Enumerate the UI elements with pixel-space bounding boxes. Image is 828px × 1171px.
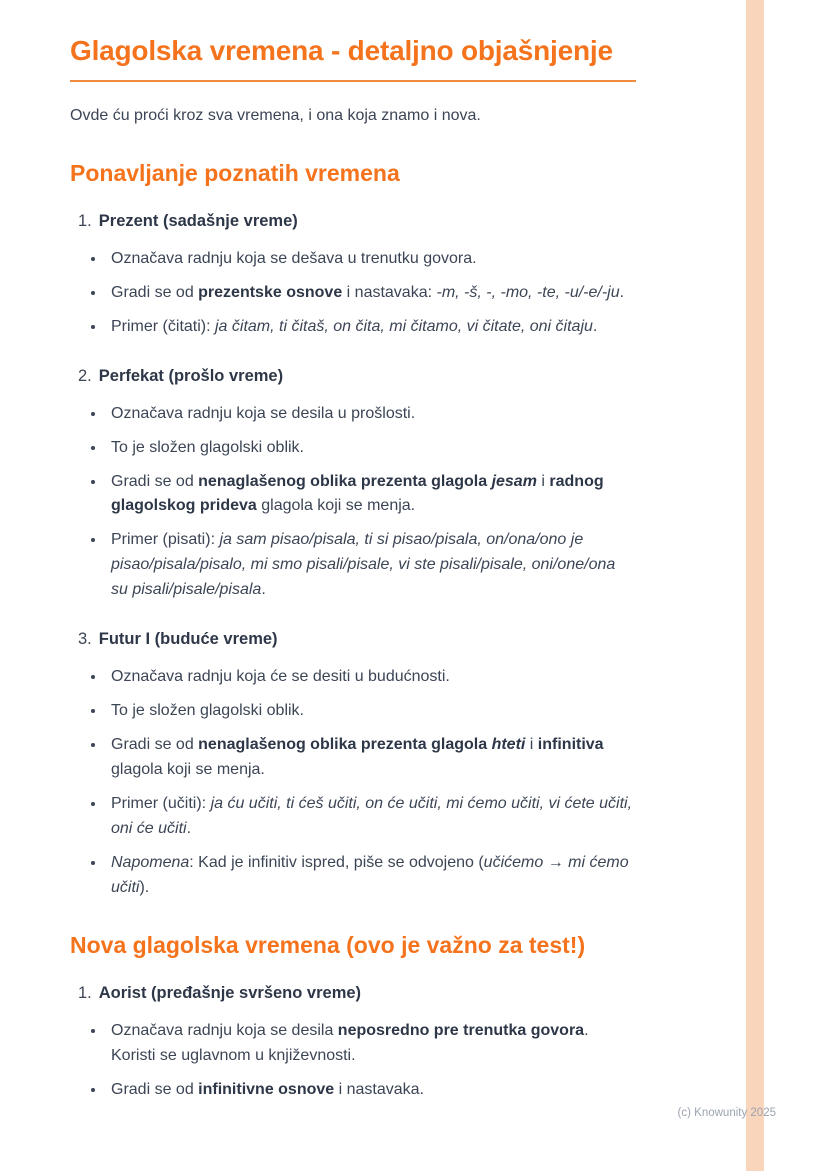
bullet-item — [106, 1078, 636, 1103]
page-edge-stripe — [746, 0, 764, 1171]
bullet-list — [70, 1019, 636, 1103]
item-title: Futur I (buduće vreme) — [98, 630, 278, 649]
text-segment: Označava radnju koja se desila — [111, 1022, 338, 1040]
bullet-item — [106, 665, 636, 690]
item-heading-line — [70, 627, 636, 653]
text-segment: To je složen glagolski oblik. — [111, 701, 304, 719]
text-segment: infinitivne osnove — [198, 1081, 335, 1099]
copyright-footer: (c) Knowunity 2025 — [677, 1107, 776, 1119]
section-heading-known-tenses: Ponavljanje poznatih vremena — [70, 159, 400, 186]
text-segment: To je složen glagolski oblik. — [111, 438, 304, 456]
bullet-item — [106, 470, 636, 520]
text-segment: prezentske osnove — [198, 283, 343, 301]
bullet-list — [70, 247, 636, 340]
text-segment: jesam — [491, 472, 537, 490]
bullet-item — [106, 851, 636, 901]
text-segment: . — [186, 819, 192, 837]
text-segment: . Koristi se uglavnom u književnosti. — [111, 1022, 589, 1065]
item-heading-line — [70, 209, 636, 235]
bullet-item — [106, 733, 636, 783]
bullet-item — [106, 436, 636, 461]
bullet-item — [106, 699, 636, 724]
text-segment: učićemo → mi ćemo učiti — [111, 853, 629, 896]
numbered-item-aorist — [70, 981, 636, 1103]
text-segment: hteti — [491, 735, 526, 753]
text-segment: Gradi se od — [111, 472, 199, 490]
document-content — [70, 34, 636, 1127]
text-segment: Gradi se od — [111, 1081, 199, 1099]
text-segment: infinitiva — [537, 735, 604, 753]
text-segment: i — [525, 735, 538, 753]
bullet-list — [70, 402, 636, 604]
text-segment: -m, -š, -, -mo, -te, -u/-e/-ju — [436, 283, 620, 301]
page-title: Glagolska vremena - detaljno objašnjenje — [70, 35, 613, 66]
text-segment: Primer (čitati): — [111, 317, 215, 335]
text-segment: Označava radnju koja se dešava u trenutku govora. — [111, 250, 477, 268]
text-segment: neposredno pre trenutka govora — [337, 1022, 585, 1040]
text-segment: i nastavaka. — [334, 1081, 424, 1099]
numbered-item-futur — [70, 627, 636, 900]
section-heading-new-tenses: Nova glagolska vremena (ovo je važno za test!) — [70, 931, 586, 958]
text-segment: Gradi se od — [111, 735, 199, 753]
text-segment: glagola koji se menja. — [111, 760, 265, 778]
bullet-item — [106, 402, 636, 427]
text-segment: i nastavaka: — [342, 283, 437, 301]
text-segment: : Kad je infinitiv ispred, piše se odvojeno ( — [189, 853, 484, 871]
text-segment: Primer (učiti): — [111, 794, 211, 812]
item-number: 1. — [78, 984, 92, 1003]
item-title: Prezent (sadašnje vreme) — [98, 212, 298, 231]
item-title: Perfekat (prošlo vreme) — [98, 366, 284, 385]
numbered-item-perfekat — [70, 364, 636, 603]
text-segment: . — [592, 317, 598, 335]
text-segment: . — [261, 581, 266, 599]
text-segment: Označava radnju koja će se desiti u budućnosti. — [111, 668, 450, 686]
text-segment: nenaglašenog oblika prezenta glagola — [198, 735, 492, 753]
text-segment: ja čitam, ti čitaš, on čita, mi čitamo, vi čitate, oni čitaju — [215, 317, 593, 335]
intro-paragraph: Ovde ću proći kroz sva vremena, i ona koja znamo i nova. — [70, 106, 481, 124]
text-segment: . — [619, 283, 625, 301]
item-heading-line — [70, 364, 636, 390]
text-segment: Gradi se od — [111, 283, 199, 301]
item-number: 3. — [78, 630, 92, 649]
item-heading-line — [70, 981, 636, 1007]
bullet-item — [106, 315, 636, 340]
text-segment: ja sam pisao/pisala, ti si pisao/pisala, on/ona/ono je pisao/pisala/pisalo, mi smo pisali/pisale, vi ste pisali/pisale, oni/one/ona su pisali/pisale/pisala — [111, 531, 616, 599]
item-number: 2. — [78, 366, 92, 385]
item-title: Aorist (pređašnje svršeno vreme) — [98, 984, 362, 1003]
bullet-item — [106, 247, 636, 272]
item-number: 1. — [78, 212, 92, 231]
text-segment: i — [536, 472, 550, 490]
title-divider — [70, 80, 636, 82]
bullet-item — [106, 528, 636, 603]
text-segment: radnog glagolskog prideva — [111, 472, 604, 515]
text-segment: ). — [139, 878, 150, 896]
text-segment: nenaglašenog oblika prezenta glagola — [198, 472, 492, 490]
bullet-item — [106, 792, 636, 842]
bullet-list — [70, 665, 636, 901]
text-segment: Označava radnju koja se desila u prošlosti. — [111, 404, 416, 422]
numbered-item-prezent — [70, 209, 636, 340]
text-segment: Napomena — [111, 853, 190, 871]
bullet-item — [106, 1019, 636, 1069]
text-segment: Primer (pisati): — [111, 531, 220, 549]
text-segment: ja ću učiti, ti ćeš učiti, on će učiti, mi ćemo učiti, vi ćete učiti, oni će učiti — [111, 794, 633, 837]
text-segment: glagola koji se menja. — [256, 497, 416, 515]
bullet-item — [106, 281, 636, 306]
